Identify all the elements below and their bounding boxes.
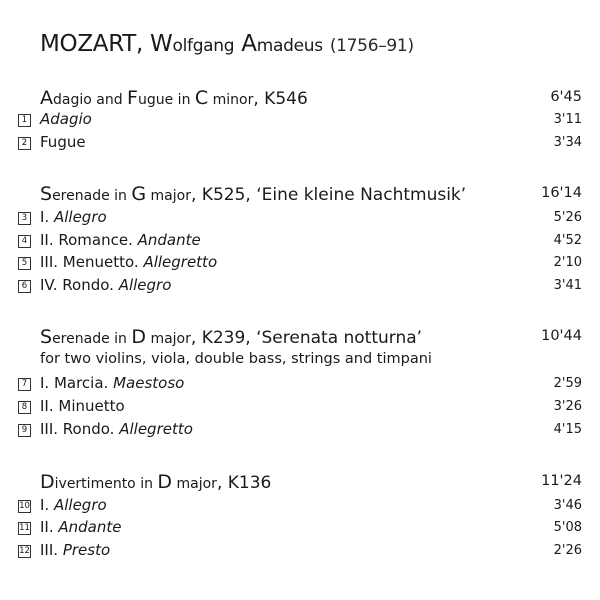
track-number-box: 9 [18,424,31,437]
track-duration: 2'59 [553,376,582,391]
work-title: Serenade in D major, K239, ‘Serenata notturna’ [40,326,423,348]
track-number-box: 11 [19,523,30,533]
track-row[interactable] [0,397,600,419]
composer-dates: (1756–91) [329,36,414,56]
track-title: I. Allegro [40,496,107,514]
composer-heading [40,31,414,57]
track-number-box: 2 [18,137,31,150]
track-duration: 2'26 [553,543,582,558]
track-number-box: 10 [19,501,30,511]
track-duration: 3'46 [553,498,582,513]
work-title: Divertimento in D major, K136 [40,471,272,493]
work-duration: 11'24 [541,473,582,489]
track-title: III. Rondo. Allegretto [40,420,193,438]
track-title: I. Marcia. Maestoso [40,374,185,392]
track-duration: 5'26 [553,210,582,225]
track-number-box: 4 [18,235,31,248]
work-title: Adagio and Fugue in C minor, K546 [40,87,308,109]
track-row[interactable] [0,420,600,442]
track-title: I. Allegro [40,208,107,226]
track-duration: 3'11 [553,112,582,127]
track-number-box: 6 [18,280,31,293]
work-duration: 16'14 [541,185,582,201]
composer-surname: MOZART, [40,31,144,57]
track-row[interactable] [0,133,600,155]
track-duration: 3'34 [553,135,582,150]
track-row[interactable] [0,110,600,132]
work-subtitle: for two violins, viola, double bass, strings and timpani [40,351,432,367]
track-title: II. Andante [40,518,122,536]
track-title: III. Presto [40,541,111,559]
track-duration: 2'10 [553,255,582,270]
track-row[interactable] [0,496,600,518]
track-number-box: 12 [19,546,30,556]
track-duration: 3'41 [553,278,582,293]
track-title: Fugue [40,133,86,151]
composer-given-names: Wolfgang Amadeus [150,31,323,57]
work-duration: 6'45 [550,89,582,105]
track-title: II. Romance. Andante [40,231,201,249]
track-title: IV. Rondo. Allegro [40,276,172,294]
track-row[interactable] [0,541,600,563]
work-title: Serenade in G major, K525, ‘Eine kleine Nachtmusik’ [40,183,467,205]
track-duration: 5'08 [553,520,582,535]
track-row[interactable] [0,276,600,298]
track-title: Adagio [40,110,92,128]
track-duration: 4'52 [553,233,582,248]
track-row[interactable] [0,374,600,396]
track-number-box: 1 [18,114,31,127]
track-row[interactable] [0,518,600,540]
track-number-box: 7 [18,378,31,391]
track-duration: 3'26 [553,399,582,414]
track-number-box: 3 [18,212,31,225]
track-title: III. Menuetto. Allegretto [40,253,218,271]
track-row[interactable] [0,253,600,275]
track-duration: 4'15 [553,422,582,437]
track-row[interactable] [0,231,600,253]
track-number-box: 8 [18,401,31,414]
track-title: II. Minuetto [40,397,125,415]
track-row[interactable] [0,208,600,230]
track-number-box: 5 [18,257,31,270]
work-duration: 10'44 [541,328,582,344]
